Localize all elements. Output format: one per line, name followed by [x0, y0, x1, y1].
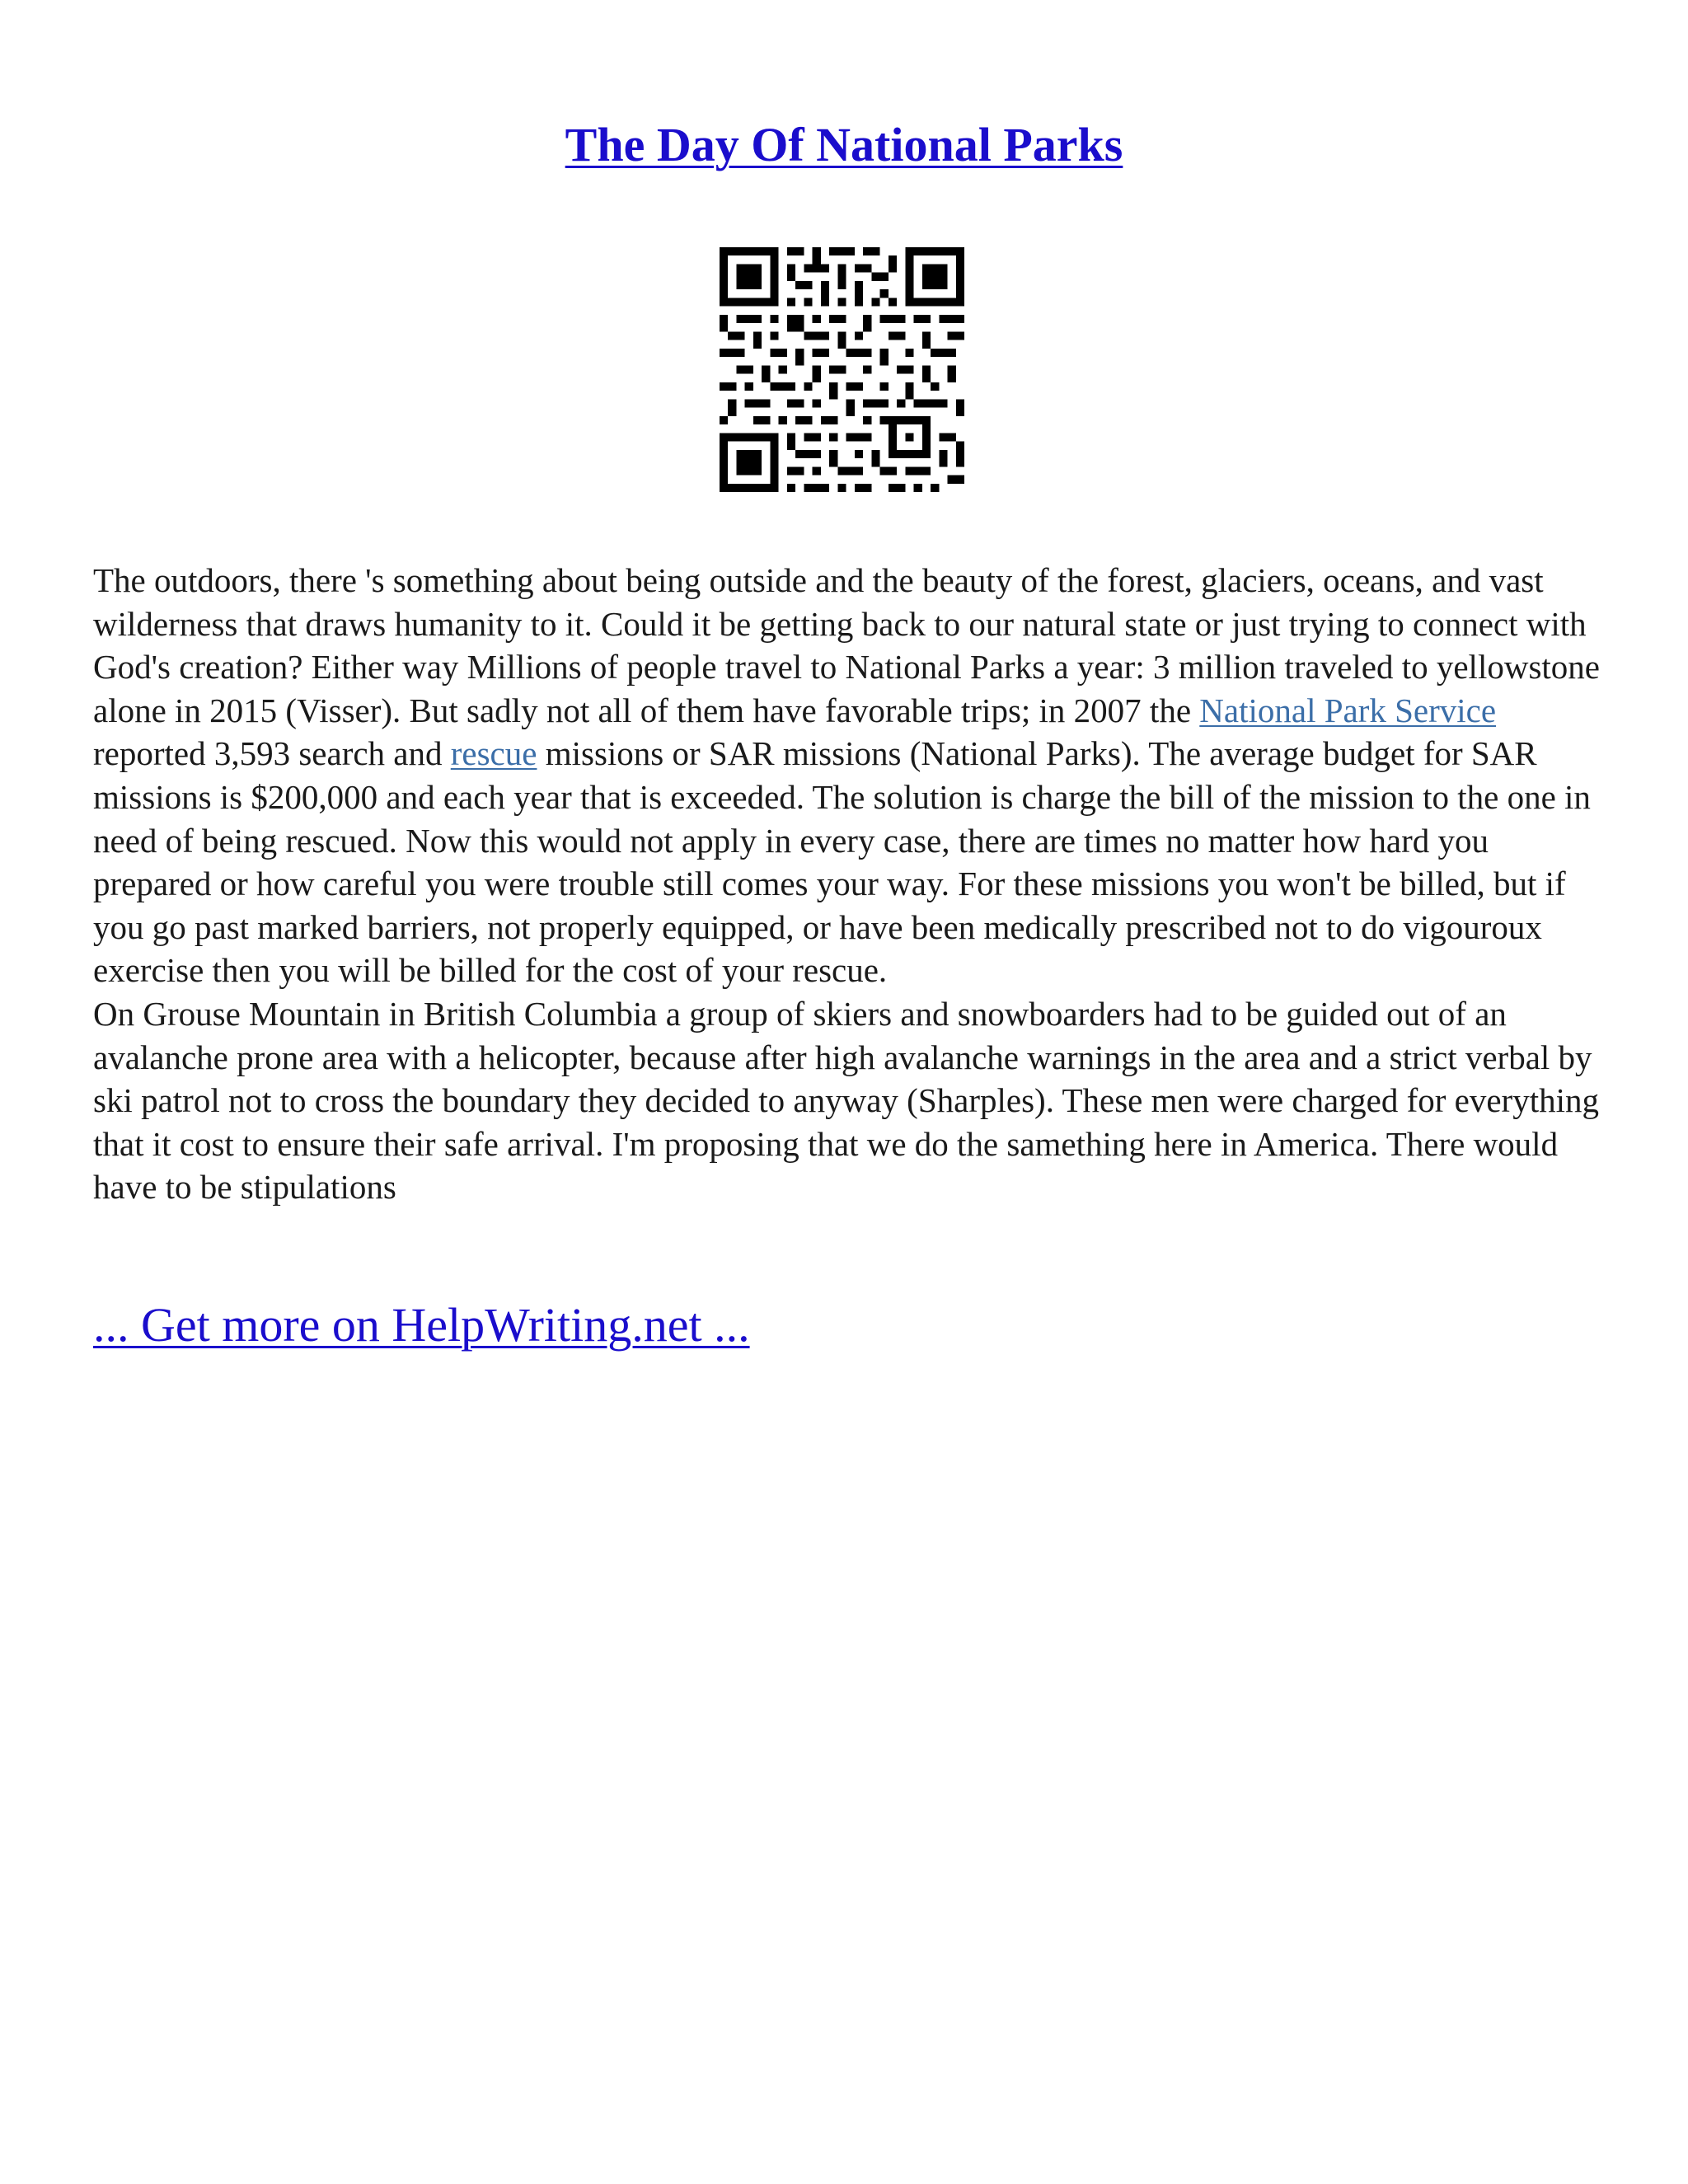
paragraph-2: On Grouse Mountain in British Columbia a group of skiers and snowboarders had to be guided out of an avalanche prone area with a helicopter, because after high avalanche warnings in the area and a strict verbal by ski patrol not to cross the boundary they decided to anyway (Sharples). These men were charged for everything that it cost to ensure their safe arrival. I'm proposing that we do the samething here in America. There would have to be stipulations: [93, 994, 1599, 1207]
rescue-link[interactable]: rescue: [450, 734, 537, 773]
get-more-link[interactable]: ... Get more on HelpWriting.net ...: [93, 1298, 750, 1352]
document-title: [0, 115, 1688, 175]
title-link[interactable]: The Day Of National Parks: [565, 118, 1123, 171]
qr-code-icon: [720, 247, 964, 492]
get-more-link-container: [93, 1296, 750, 1355]
national-park-service-link[interactable]: National Park Service: [1199, 691, 1497, 729]
article-body: [93, 559, 1601, 1209]
paragraph-1-text-b: reported 3,593 search and: [93, 734, 451, 773]
paragraph-1-text-a: The outdoors, there 's something about being outside and the beauty of the forest, glaciers, oceans, and vast wilderness that draws humanity to it. Could it be getting back to our natural state or just trying to connect with God's creation? Either way Millions of people travel to National Parks a year: 3 million traveled to yellowstone alone in 2015 (Visser). But sadly not all of them have favorable trips; in 2007 the: [93, 561, 1600, 729]
paragraph-1-text-c: missions or SAR missions (National Parks). The average budget for SAR missions is $200,000 and each year that is exceeded. The solution is charge the bill of the mission to the one in need of being rescued. Now this would not apply in every case, there are times no matter how hard you prepared or how careful you were trouble still comes your way. For these missions you won't be billed, but if you go past marked barriers, not properly equipped, or have been medically prescribed not to do vigouroux exercise then you will be billed for the cost of your rescue.: [93, 734, 1591, 990]
paragraph-1: [93, 559, 1601, 992]
